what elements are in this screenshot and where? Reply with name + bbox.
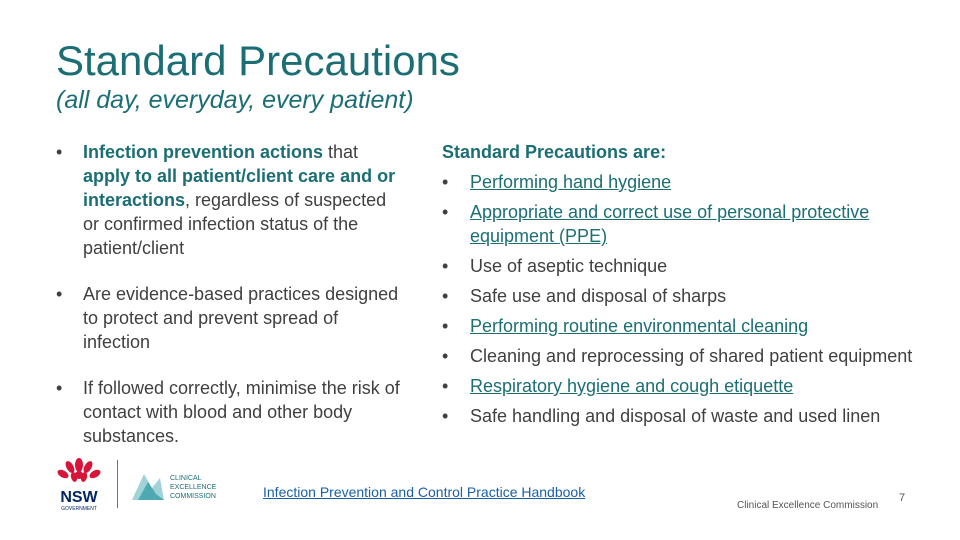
bullet-dot: • xyxy=(442,256,449,276)
right-column xyxy=(442,140,932,434)
highlight-text: Infection prevention actions xyxy=(83,142,324,162)
body-text: Safe handling and disposal of waste and used linen xyxy=(470,406,881,426)
nsw-logo-subtext: GOVERNMENT xyxy=(61,506,97,512)
waratah-icon xyxy=(48,455,110,513)
bullet-dot: • xyxy=(442,286,449,306)
precaution-item-env-cleaning[interactable] xyxy=(442,314,932,338)
left-bullet-item-2 xyxy=(56,282,401,354)
bullet-dot: • xyxy=(56,284,63,304)
precaution-item-equipment xyxy=(442,344,932,368)
bullet-dot: • xyxy=(56,142,63,162)
environmental-cleaning-link[interactable]: Performing routine environmental cleaning xyxy=(470,316,809,336)
precaution-item-aseptic xyxy=(442,254,932,278)
hand-hygiene-link[interactable]: Performing hand hygiene xyxy=(470,172,672,192)
highlight-text: apply to all patient/client care and or interactions xyxy=(83,166,396,210)
precaution-item-ppe[interactable] xyxy=(442,200,932,248)
page-number: 7 xyxy=(899,492,906,504)
body-text: , regardless of suspected or confirmed infection status of the patient/client xyxy=(83,190,387,258)
left-bullet-list xyxy=(56,140,401,448)
body-text: Safe use and disposal of sharps xyxy=(470,286,727,306)
left-bullet-item-3 xyxy=(56,376,401,448)
bullet-dot: • xyxy=(442,202,449,222)
precaution-item-hand-hygiene[interactable] xyxy=(442,170,932,194)
precautions-heading: Standard Precautions are: xyxy=(442,142,667,162)
bullet-dot: • xyxy=(442,376,449,396)
bullet-dot: • xyxy=(442,172,449,192)
cec-logo xyxy=(130,468,225,513)
precautions-list xyxy=(442,170,932,428)
bullet-dot: • xyxy=(442,316,449,336)
cec-logo-line1: CLINICAL xyxy=(170,475,202,482)
ppe-link[interactable]: Appropriate and correct use of personal protective equipment (PPE) xyxy=(470,202,870,246)
slide-title: Standard Precautions xyxy=(56,37,460,84)
body-text: Cleaning and reprocessing of shared patient equipment xyxy=(470,346,913,366)
body-text: Use of aseptic technique xyxy=(470,256,668,276)
bullet-dot: • xyxy=(442,346,449,366)
left-column xyxy=(56,140,401,470)
nsw-government-logo xyxy=(48,455,110,518)
precaution-item-respiratory[interactable] xyxy=(442,374,932,398)
body-text: Are evidence-based practices designed to protect and prevent spread of infection xyxy=(83,284,399,352)
body-text: that xyxy=(323,142,359,162)
logo-divider xyxy=(117,460,118,508)
respiratory-hygiene-link[interactable]: Respiratory hygiene and cough etiquette xyxy=(470,376,794,396)
precaution-item-sharps xyxy=(442,284,932,308)
bullet-dot: • xyxy=(442,406,449,426)
body-text: If followed correctly, minimise the risk of contact with blood and other body substances. xyxy=(83,378,400,446)
slide-subtitle: (all day, everyday, every patient) xyxy=(56,86,414,114)
cec-logo-line3: COMMISSION xyxy=(170,493,216,500)
precaution-item-waste xyxy=(442,404,932,428)
cec-logo-line2: EXCELLENCE xyxy=(170,484,217,491)
bullet-dot: • xyxy=(56,378,63,398)
footer-organisation: Clinical Excellence Commission xyxy=(737,500,879,511)
nsw-logo-text: NSW xyxy=(60,489,98,506)
left-bullet-item-1 xyxy=(56,140,401,260)
handbook-link[interactable]: Infection Prevention and Control Practice Handbook xyxy=(263,484,586,500)
cec-emblem-icon xyxy=(130,468,225,508)
